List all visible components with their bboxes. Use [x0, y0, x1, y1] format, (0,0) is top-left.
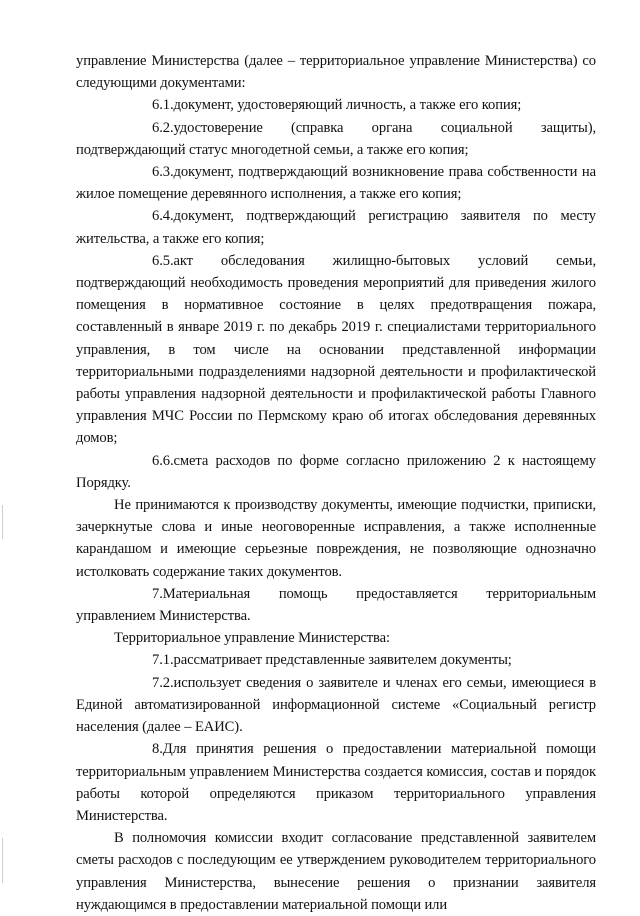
item-text: рассматривает представленные заявителем документы;	[173, 652, 512, 669]
item-text: Для принятия решения о предоставлении материальной помощи территориальным управлением Министерства создается комиссия, состав и порядок работы которой определяются приказом территориального управления Министерства.	[76, 741, 596, 824]
item-text: удостоверение (справка органа социальной защиты), подтверждающий статус многодетной семьи, а также его копия;	[76, 119, 596, 158]
item-number: 6.5.	[152, 252, 174, 269]
scan-edge-mark-top	[2, 505, 3, 539]
item-number: 7.	[152, 585, 163, 602]
item-7	[76, 583, 596, 627]
item-7-1	[76, 649, 596, 671]
paragraph-commission-powers: В полномочия комиссии входит согласование представленной заявителем сметы расходов с последующим ее утверждением руководителем территориального управления Министерства, вынесение решения о признании заявителя нуждающимся в предоставлении материальной помощи или	[76, 830, 596, 913]
item-6-4	[76, 205, 596, 249]
item-number: 8.	[152, 741, 163, 758]
item-text: смета расходов по форме согласно приложению 2 к настоящему Порядку.	[76, 452, 596, 491]
item-number: 6.3.	[152, 164, 174, 181]
paragraph-not-accepted: Не принимаются к производству документы, имеющие подчистки, приписки, зачеркнутые слова и иные неоговоренные исправления, а также исполненные карандашом и имеющие серьезные повреждения, не позволяющие однозначно истолковать содержание таких документов.	[76, 497, 596, 580]
item-text: использует сведения о заявителе и членах его семьи, имеющиеся в Единой автоматизированной информационной системе «Социальный регистр населения (далее – ЕАИС).	[76, 674, 596, 736]
item-text: документ, подтверждающий регистрацию заявителя по месту жительства, а также его копия;	[76, 208, 596, 247]
item-7-2	[76, 672, 596, 739]
item-number: 7.1.	[152, 652, 174, 669]
item-6-1	[76, 94, 596, 116]
item-8	[76, 738, 596, 827]
item-number: 6.6.	[152, 452, 174, 469]
item-number: 7.2.	[152, 674, 174, 691]
paragraph-intro: управление Министерства (далее – территориальное управление Министерства) со следующими документами:	[76, 53, 596, 92]
item-number: 6.1.	[152, 97, 174, 114]
scan-edge-mark-bottom	[2, 838, 3, 883]
item-text: документ, удостоверяющий личность, а также его копия;	[173, 97, 522, 114]
paragraph-territorial-office: Территориальное управление Министерства:	[114, 630, 390, 647]
item-number: 6.2.	[152, 119, 174, 136]
item-number: 6.4.	[152, 208, 174, 225]
item-6-2	[76, 117, 596, 161]
document-page	[76, 50, 596, 916]
item-6-3	[76, 161, 596, 205]
item-6-6	[76, 450, 596, 494]
item-text: документ, подтверждающий возникновение права собственности на жилое помещение деревянного исполнения, а также его копия;	[76, 164, 596, 203]
item-text: акт обследования жилищно-бытовых условий семьи, подтверждающий необходимость проведения мероприятий для приведения жилого помещения в нормативное состояние в целях предотвращения пожара, составленный в январе 2019 г. по декабрь 2019 г. специалистами территориального управления, в том числе на основании представленной информации территориальными подразделениями надзорной деятельности и профилактической работы управления надзорной деятельности и профилактической работы Главного управления МЧС России по Пермскому краю об итогах обследования деревянных домов;	[76, 252, 596, 447]
item-text: Материальная помощь предоставляется территориальным управлением Министерства.	[76, 585, 596, 625]
item-6-5	[76, 250, 596, 450]
